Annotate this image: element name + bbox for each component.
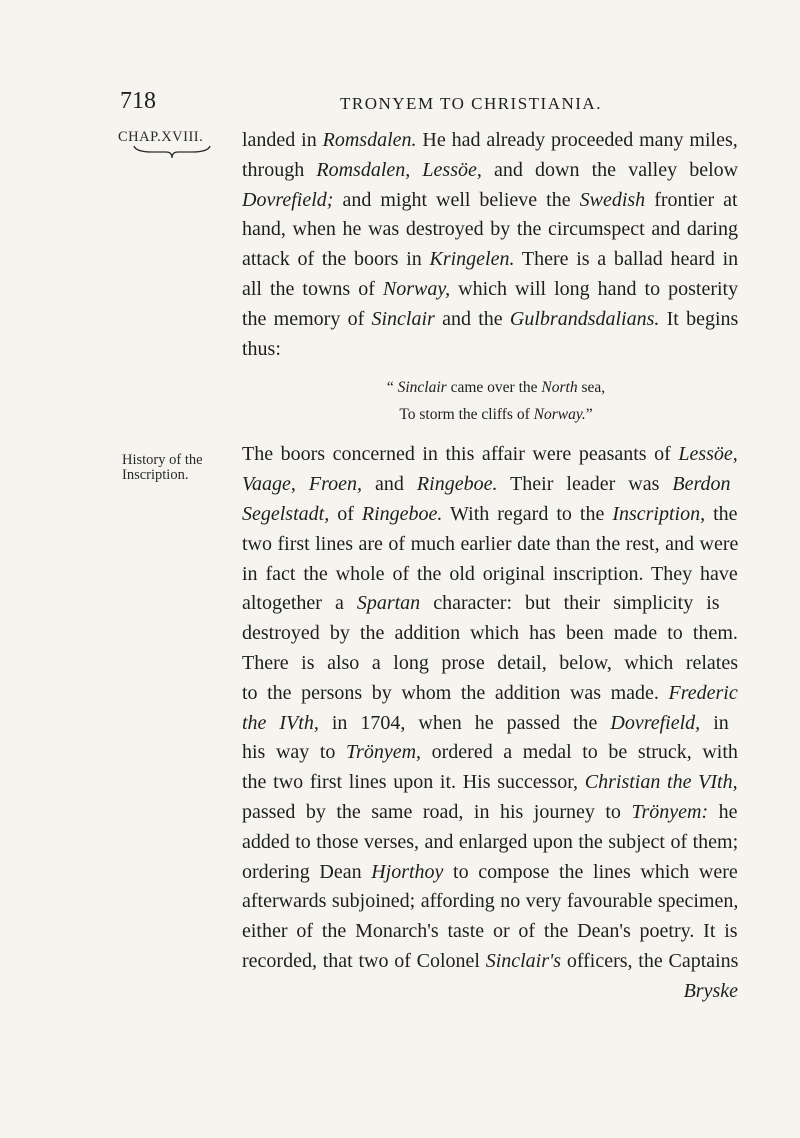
- text-line: hand, when he was destroyed by the circumspect and daring: [242, 218, 738, 241]
- text-line: There is also a long prose detail, below, which relates: [242, 651, 739, 674]
- paragraph: [242, 126, 738, 364]
- running-head: TRONYEM TO CHRISTIANIA.: [340, 94, 602, 113]
- text-line: Vaage, Froen, and Ringeboe. Their leader was Berdon: [242, 473, 731, 496]
- body-text: [242, 126, 738, 1007]
- page-header: [120, 88, 740, 118]
- ballad-quote: [242, 374, 738, 428]
- text-line: in fact the whole of the old original inscription. They have: [242, 562, 738, 585]
- text-line: added to those verses, and enlarged upon the subject of them;: [242, 830, 739, 853]
- text-line: passed by the same road, in his journey to Trönyem: he: [242, 800, 738, 823]
- quote-line: To storm the cliffs of Norway.”: [399, 406, 593, 424]
- catchword: Bryske: [683, 979, 738, 1002]
- text-line: destroyed by the addition which has been made to them.: [242, 622, 738, 645]
- side-note-line: Inscription.: [122, 467, 189, 483]
- text-line: ordering Dean Hjorthoy to compose the lines which were: [242, 860, 738, 883]
- brace-ornament: [132, 144, 212, 160]
- page-number: 718: [120, 88, 156, 114]
- paragraph: [242, 440, 738, 1006]
- text-line: the memory of Sinclair and the Gulbrandsdalians. It begins: [242, 307, 739, 330]
- text-line: thus:: [242, 337, 281, 360]
- text-line: through Romsdalen, Lessöe, and down the valley below: [242, 158, 739, 181]
- text-line: his way to Trönyem, ordered a medal to be struck, with: [242, 741, 738, 764]
- side-note-line: History of the: [122, 452, 203, 468]
- chapter-label: CHAP.XVIII.: [118, 129, 204, 145]
- text-line: attack of the boors in Kringelen. There is a ballad heard in: [242, 248, 739, 271]
- text-line: recorded, that two of Colonel Sinclair's officers, the Captains: [242, 949, 739, 972]
- text-line: the two first lines upon it. His successor, Christian the VIth,: [242, 771, 738, 794]
- text-line: Dovrefield; and might well believe the Swedish frontier at: [242, 188, 738, 211]
- text-line: landed in Romsdalen. He had already proceeded many miles,: [242, 129, 738, 151]
- quote-line: “ Sinclair came over the North sea,: [386, 379, 606, 397]
- text-line: The boors concerned in this affair were peasants of Lessöe,: [242, 443, 738, 466]
- side-note: [122, 453, 206, 483]
- text-line: either of the Monarch's taste or of the Dean's poetry. It is: [242, 920, 738, 943]
- text-line: the IVth, in 1704, when he passed the Dovrefield, in: [242, 711, 729, 734]
- text-line: afterwards subjoined; affording no very favourable specimen,: [242, 890, 739, 913]
- text-line: to the persons by whom the addition was made. Frederic: [242, 681, 738, 704]
- text-line: Segelstadt, of Ringeboe. With regard to the Inscription, the: [242, 502, 738, 525]
- text-line: two first lines are of much earlier date than the rest, and were: [242, 532, 739, 555]
- text-line: altogether a Spartan character: but their simplicity is: [242, 592, 720, 615]
- text-line: all the towns of Norway, which will long hand to posterity: [242, 277, 739, 300]
